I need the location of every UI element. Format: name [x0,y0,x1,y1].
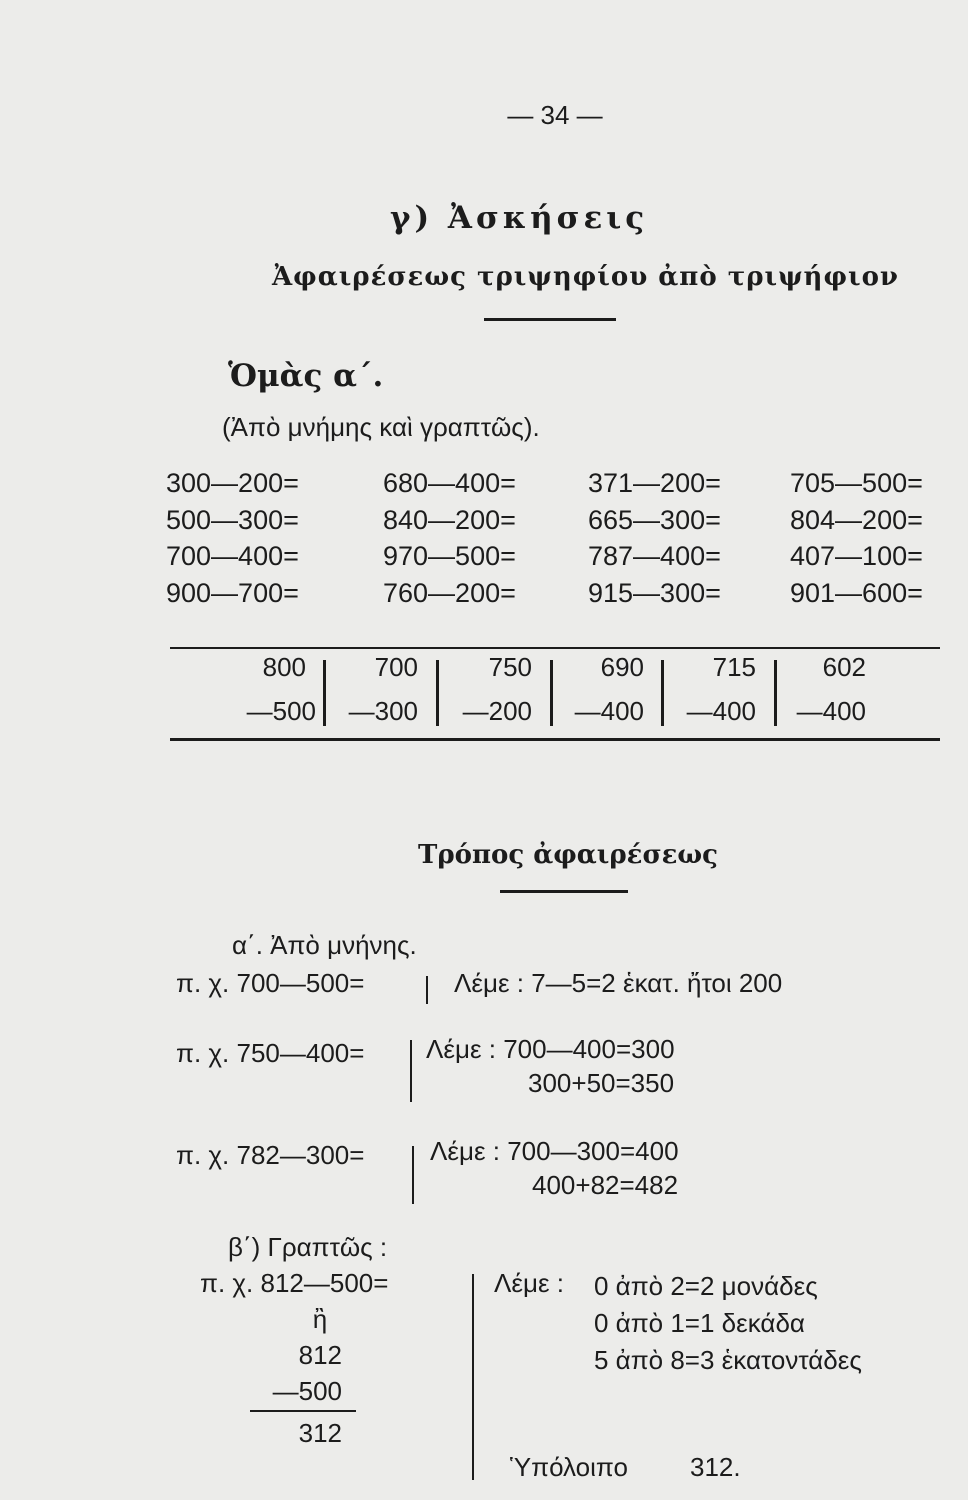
exercise: 700—400= [166,541,299,571]
written-say: Λέμε : [494,1268,564,1298]
example-prefix: π. χ. 700—500= [176,968,365,998]
example-line: Λέμε : 700—300=400 [430,1136,679,1166]
page-number: — 34 — [507,100,603,130]
exercise: 680—400= [383,468,516,498]
exercise: 500—300= [166,504,299,535]
example-line: 400+82=482 [532,1170,679,1200]
exercise: 840—200= [383,504,516,535]
exercise: 407—100= [790,541,923,571]
example-separator [426,976,428,1004]
written-separator [472,1274,474,1480]
problem-bottom: —400 [686,696,756,726]
exercise: 915—300= [588,577,721,608]
written-step: 5 ἀπὸ 8=3 ἑκατοντάδες [594,1345,862,1375]
group-title: Ὁμὰς α΄. [228,358,384,394]
problem-bottom: —500 [246,696,316,726]
example-separator [412,1146,414,1204]
section-title: γ) Ἀσκήσεις [390,200,649,236]
subtitle: Ἀφαιρέσεως τριψηφίου ἀπὸ τριψήφιον [272,262,899,292]
exercise-column [588,465,721,611]
written-or: ἢ [312,1304,328,1334]
problem-separator [661,660,664,726]
example-text: Λέμε : 7—5=2 ἑκατ. ἤτοι 200 [454,968,783,998]
problem-top: 690 [600,652,644,682]
exercise-column [790,465,923,611]
memory-heading: α΄. Ἀπὸ μνήνης. [232,930,417,960]
problem-top: 602 [822,652,866,682]
exercise: 901—600= [790,577,923,608]
written-bottom: —500 [272,1376,342,1406]
written-step: 0 ἀπὸ 1=1 δεκάδα [594,1308,805,1338]
problem-top: 750 [488,652,532,682]
method-divider [500,890,628,893]
written-prefix: π. χ. 812—500= [200,1268,389,1298]
example-line: 300+50=350 [528,1068,675,1098]
written-result: 312 [298,1418,342,1448]
written-step: 0 ἀπὸ 2=2 μονάδες [594,1271,818,1301]
exercise: 900—700= [166,577,299,608]
problems-bottom-rule [170,738,940,741]
remainder-label: Ὑπόλοιπο [510,1452,628,1482]
written-heading: β΄) Γραπτῶς : [228,1232,388,1262]
exercise: 371—200= [588,468,721,498]
exercise-column [166,465,299,611]
example-line: Λέμε : 700—400=300 [426,1034,675,1064]
group-note: (Ἀπὸ μνήμης καὶ γραπτῶς). [222,412,540,442]
example-prefix: π. χ. 750—400= [176,1038,365,1068]
written-top: 812 [298,1340,342,1370]
example-prefix: π. χ. 782—300= [176,1140,365,1170]
exercise: 665—300= [588,504,721,535]
written-steps [594,1268,862,1379]
problems-top-rule [170,647,940,649]
exercise-column [383,465,516,611]
exercise: 787—400= [588,541,721,571]
problem-bottom: —200 [462,696,532,726]
problem-top: 800 [262,652,306,682]
problem-separator [550,660,553,726]
problem-separator [436,660,439,726]
problem-bottom: —400 [796,696,866,726]
written-result-rule [250,1410,356,1412]
title-divider [484,318,616,321]
remainder-value: 312. [690,1452,741,1482]
example-separator [410,1040,412,1102]
problem-top: 715 [712,652,756,682]
problem-separator [323,660,326,726]
exercise: 970—500= [383,541,516,571]
exercise: 804—200= [790,504,923,535]
problem-bottom: —300 [348,696,418,726]
exercise: 705—500= [790,468,923,498]
exercise: 300—200= [166,468,299,498]
exercise: 760—200= [383,577,516,608]
method-title: Τρόπος ἀφαιρέσεως [418,840,719,870]
problem-top: 700 [374,652,418,682]
problem-bottom: —400 [574,696,644,726]
